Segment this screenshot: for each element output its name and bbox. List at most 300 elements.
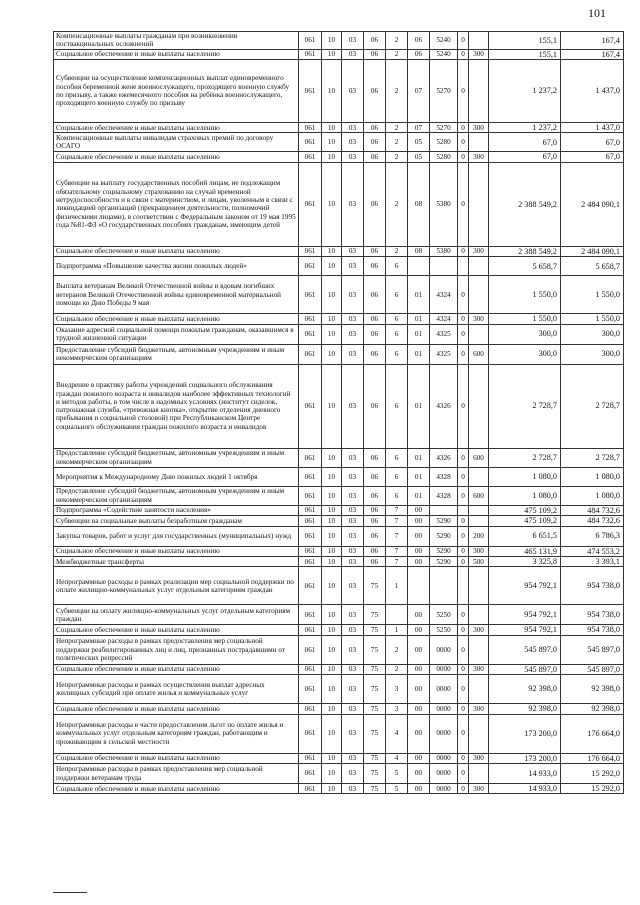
subprogram-code: 2: [386, 246, 408, 256]
expense-type-code: 600: [469, 448, 489, 467]
row-name: Социальное обеспечение и иные выплаты населению: [54, 753, 299, 763]
direction-code: 5250: [430, 605, 458, 625]
expense-type-code: [469, 364, 489, 448]
amount-year-1: 173 200,0: [489, 753, 561, 763]
amount-year-1: 2 728,7: [489, 448, 561, 467]
activity-code: 00: [408, 516, 430, 526]
admin-code: 061: [299, 344, 322, 364]
row-name: Выплата ветеранам Великой Отечественной войны и вдовам погибших ветеранов Великой Отечественной войны единовременной материальной помощи ко Дню Победы 9 мая: [54, 276, 299, 314]
expense-type-code: [469, 257, 489, 276]
activity-code: 00: [408, 505, 430, 515]
expense-type-code: [469, 276, 489, 314]
expense-type-code: 300: [469, 152, 489, 162]
activity-code: 00: [408, 714, 430, 753]
amount-year-1: 300,0: [489, 344, 561, 364]
program-code: 06: [364, 246, 386, 256]
program-code: 75: [364, 675, 386, 704]
subsection-code: 03: [342, 764, 364, 784]
expense-type-code: 600: [469, 344, 489, 364]
table-row: [54, 546, 624, 556]
admin-code: 061: [299, 675, 322, 704]
amount-year-1: 1 080,0: [489, 486, 561, 505]
row-name: Оказание адресной социальной помощи пожилым гражданам, оказавшимся в трудной жизненной ситуации: [54, 324, 299, 344]
direction-code: 4328: [430, 486, 458, 505]
check-digit: [458, 505, 469, 515]
amount-year-2: 67,0: [561, 152, 624, 162]
expense-type-code: [469, 467, 489, 486]
check-digit: 0: [458, 625, 469, 635]
subsection-code: 03: [342, 314, 364, 324]
table-row: [54, 516, 624, 526]
check-digit: 0: [458, 344, 469, 364]
admin-code: 061: [299, 467, 322, 486]
row-name: Предоставление субсидий бюджетным, автономным учреждениям и иным некоммерческим организациям: [54, 486, 299, 505]
section-code: 10: [322, 714, 342, 753]
expense-type-code: 300: [469, 625, 489, 635]
check-digit: 0: [458, 246, 469, 256]
row-name: Социальное обеспечение и иные выплаты населению: [54, 704, 299, 714]
section-code: 10: [322, 567, 342, 605]
activity-code: [408, 567, 430, 605]
subprogram-code: 6: [386, 448, 408, 467]
admin-code: 061: [299, 59, 322, 122]
activity-code: 00: [408, 784, 430, 794]
section-code: 10: [322, 625, 342, 635]
amount-year-2: 545 897,0: [561, 635, 624, 664]
amount-year-2: 15 292,0: [561, 764, 624, 784]
subsection-code: 03: [342, 704, 364, 714]
check-digit: 0: [458, 675, 469, 704]
amount-year-2: 92 398,0: [561, 704, 624, 714]
admin-code: 061: [299, 276, 322, 314]
amount-year-1: 14 933,0: [489, 764, 561, 784]
activity-code: 01: [408, 467, 430, 486]
table-row: [54, 467, 624, 486]
section-code: 10: [322, 133, 342, 152]
subprogram-code: 6: [386, 324, 408, 344]
direction-code: 5280: [430, 152, 458, 162]
activity-code: 01: [408, 448, 430, 467]
admin-code: 061: [299, 714, 322, 753]
admin-code: 061: [299, 764, 322, 784]
amount-year-1: 155,1: [489, 49, 561, 59]
table-row: [54, 714, 624, 753]
program-code: 75: [364, 704, 386, 714]
subsection-code: 03: [342, 526, 364, 546]
subprogram-code: 7: [386, 516, 408, 526]
direction-code: [430, 505, 458, 515]
amount-year-2: 954 738,0: [561, 567, 624, 605]
direction-code: [430, 257, 458, 276]
row-name: Социальное обеспечение и иные выплаты населению: [54, 546, 299, 556]
check-digit: 0: [458, 516, 469, 526]
expense-type-code: [469, 516, 489, 526]
program-code: 06: [364, 257, 386, 276]
direction-code: 4325: [430, 344, 458, 364]
admin-code: 061: [299, 635, 322, 664]
check-digit: 0: [458, 526, 469, 546]
subprogram-code: 2: [386, 32, 408, 50]
check-digit: 0: [458, 276, 469, 314]
activity-code: 05: [408, 133, 430, 152]
table-row: [54, 133, 624, 152]
table-row: [54, 246, 624, 256]
amount-year-1: 155,1: [489, 32, 561, 50]
direction-code: 4326: [430, 448, 458, 467]
check-digit: 0: [458, 605, 469, 625]
row-name: Компенсационные выплаты гражданам при возникновении поствакцинальных осложнений: [54, 32, 299, 50]
row-name: Социальное обеспечение и иные выплаты населению: [54, 784, 299, 794]
direction-code: 0000: [430, 635, 458, 664]
amount-year-1: 5 658,7: [489, 257, 561, 276]
admin-code: 061: [299, 324, 322, 344]
table-row: [54, 664, 624, 674]
subsection-code: 03: [342, 257, 364, 276]
check-digit: [458, 567, 469, 605]
direction-code: 4325: [430, 324, 458, 344]
direction-code: 5290: [430, 526, 458, 546]
subsection-code: 03: [342, 448, 364, 467]
activity-code: 00: [408, 526, 430, 546]
section-code: 10: [322, 784, 342, 794]
amount-year-1: 1 080,0: [489, 467, 561, 486]
row-name: Субвенции на социальные выплаты безработным гражданам: [54, 516, 299, 526]
subprogram-code: 6: [386, 257, 408, 276]
admin-code: 061: [299, 526, 322, 546]
subsection-code: 03: [342, 344, 364, 364]
expense-type-code: 300: [469, 49, 489, 59]
amount-year-1: 6 651,5: [489, 526, 561, 546]
activity-code: 01: [408, 324, 430, 344]
subprogram-code: [386, 605, 408, 625]
program-code: 75: [364, 605, 386, 625]
table-row: [54, 49, 624, 59]
amount-year-1: 1 550,0: [489, 314, 561, 324]
program-code: 06: [364, 546, 386, 556]
section-code: 10: [322, 704, 342, 714]
amount-year-1: 173 200,0: [489, 714, 561, 753]
subsection-code: 03: [342, 546, 364, 556]
subprogram-code: 2: [386, 122, 408, 132]
check-digit: 0: [458, 152, 469, 162]
check-digit: 0: [458, 784, 469, 794]
table-row: [54, 753, 624, 763]
row-name: Подпрограмма «Повышение качества жизни пожилых людей»: [54, 257, 299, 276]
activity-code: 07: [408, 59, 430, 122]
section-code: 10: [322, 49, 342, 59]
direction-code: 0000: [430, 764, 458, 784]
amount-year-2: 954 738,0: [561, 625, 624, 635]
section-code: 10: [322, 664, 342, 674]
row-name: Подпрограмма «Содействие занятости населения»: [54, 505, 299, 515]
amount-year-1: 545 897,0: [489, 664, 561, 674]
expense-type-code: [469, 714, 489, 753]
subprogram-code: 2: [386, 59, 408, 122]
direction-code: 5290: [430, 556, 458, 566]
activity-code: 00: [408, 556, 430, 566]
program-code: 06: [364, 32, 386, 50]
admin-code: 061: [299, 486, 322, 505]
amount-year-2: 474 553,2: [561, 546, 624, 556]
row-name: Предоставление субсидий бюджетным, автономным учреждениям и иным некоммерческим организациям: [54, 344, 299, 364]
direction-code: 5280: [430, 133, 458, 152]
amount-year-2: 1 437,0: [561, 122, 624, 132]
table-row: [54, 704, 624, 714]
table-row: [54, 257, 624, 276]
program-code: 06: [364, 324, 386, 344]
amount-year-2: 1 080,0: [561, 467, 624, 486]
admin-code: 061: [299, 314, 322, 324]
expense-type-code: [469, 635, 489, 664]
row-name: Непрограммные расходы в части предоставления льгот по оплате жилья и коммунальных услуг отдельным категориям граждан, работающим и проживающим в сельской местности: [54, 714, 299, 753]
table-row: [54, 605, 624, 625]
row-name: Субвенции на выплату государственных пособий лицам, не подлежащим обязательному социальному страхованию на случай временной нетрудоспособности и в связи с материнством, и лицам, уволенным в связи с ликвидацией организаций (прекращением деятельности, полномочий физическими лицами), в соответствии с Федеральным законом от 19 мая 1995 года №81-ФЗ «О государственных пособиях гражданам, имеющим детей: [54, 162, 299, 246]
table-row: [54, 152, 624, 162]
expense-type-code: [469, 32, 489, 50]
amount-year-2: 954 738,0: [561, 605, 624, 625]
expense-type-code: 300: [469, 664, 489, 674]
amount-year-1: 2 728,7: [489, 364, 561, 448]
amount-year-1: 1 237,2: [489, 122, 561, 132]
direction-code: 0000: [430, 664, 458, 674]
admin-code: 061: [299, 753, 322, 763]
amount-year-2: 167,4: [561, 49, 624, 59]
check-digit: 0: [458, 704, 469, 714]
direction-code: 0000: [430, 675, 458, 704]
subprogram-code: 7: [386, 546, 408, 556]
expense-type-code: 300: [469, 784, 489, 794]
amount-year-1: 92 398,0: [489, 704, 561, 714]
table-row: [54, 486, 624, 505]
amount-year-2: 484 732,6: [561, 516, 624, 526]
subsection-code: 03: [342, 784, 364, 794]
admin-code: 061: [299, 516, 322, 526]
footer-rule: [53, 892, 87, 893]
activity-code: 07: [408, 122, 430, 132]
activity-code: 01: [408, 276, 430, 314]
admin-code: 061: [299, 605, 322, 625]
program-code: 75: [364, 753, 386, 763]
subsection-code: 03: [342, 675, 364, 704]
program-code: 75: [364, 635, 386, 664]
check-digit: 0: [458, 448, 469, 467]
subsection-code: 03: [342, 59, 364, 122]
subprogram-code: 7: [386, 505, 408, 515]
amount-year-1: 954 792,1: [489, 567, 561, 605]
budget-table: [53, 31, 624, 794]
subsection-code: 03: [342, 605, 364, 625]
program-code: 06: [364, 49, 386, 59]
program-code: 06: [364, 516, 386, 526]
check-digit: 0: [458, 59, 469, 122]
subprogram-code: 3: [386, 704, 408, 714]
amount-year-1: 475 109,2: [489, 505, 561, 515]
section-code: 10: [322, 276, 342, 314]
check-digit: 0: [458, 364, 469, 448]
expense-type-code: 300: [469, 246, 489, 256]
admin-code: 061: [299, 448, 322, 467]
amount-year-2: 176 664,0: [561, 753, 624, 763]
activity-code: 01: [408, 344, 430, 364]
expense-type-code: 500: [469, 556, 489, 566]
activity-code: 01: [408, 364, 430, 448]
table-row: [54, 32, 624, 50]
subprogram-code: 2: [386, 152, 408, 162]
amount-year-1: 475 109,2: [489, 516, 561, 526]
row-name: Мероприятия к Международному Дню пожилых людей 1 октября: [54, 467, 299, 486]
amount-year-2: 176 664,0: [561, 714, 624, 753]
table-row: [54, 276, 624, 314]
section-code: 10: [322, 467, 342, 486]
admin-code: 061: [299, 122, 322, 132]
program-code: 75: [364, 714, 386, 753]
section-code: 10: [322, 486, 342, 505]
subprogram-code: 6: [386, 344, 408, 364]
admin-code: 061: [299, 625, 322, 635]
direction-code: 5240: [430, 49, 458, 59]
direction-code: 5290: [430, 546, 458, 556]
row-name: Межбюджетные трансферты: [54, 556, 299, 566]
program-code: 06: [364, 152, 386, 162]
direction-code: [430, 567, 458, 605]
amount-year-2: 5 658,7: [561, 257, 624, 276]
amount-year-1: 545 897,0: [489, 635, 561, 664]
program-code: 06: [364, 276, 386, 314]
direction-code: 5250: [430, 625, 458, 635]
section-code: 10: [322, 344, 342, 364]
activity-code: 00: [408, 605, 430, 625]
subsection-code: 03: [342, 714, 364, 753]
activity-code: 00: [408, 546, 430, 556]
subsection-code: 03: [342, 133, 364, 152]
direction-code: 5270: [430, 122, 458, 132]
activity-code: [408, 257, 430, 276]
program-code: 06: [364, 467, 386, 486]
admin-code: 061: [299, 257, 322, 276]
row-name: Социальное обеспечение и иные выплаты населению: [54, 49, 299, 59]
activity-code: 06: [408, 32, 430, 50]
subprogram-code: 6: [386, 467, 408, 486]
amount-year-2: 3 393,1: [561, 556, 624, 566]
subprogram-code: 5: [386, 764, 408, 784]
subprogram-code: 3: [386, 675, 408, 704]
program-code: 06: [364, 364, 386, 448]
program-code: 06: [364, 133, 386, 152]
program-code: 06: [364, 344, 386, 364]
program-code: 06: [364, 122, 386, 132]
check-digit: 0: [458, 714, 469, 753]
admin-code: 061: [299, 505, 322, 515]
subprogram-code: 4: [386, 714, 408, 753]
amount-year-2: 67,0: [561, 133, 624, 152]
activity-code: 06: [408, 49, 430, 59]
subprogram-code: 2: [386, 664, 408, 674]
section-code: 10: [322, 764, 342, 784]
admin-code: 061: [299, 32, 322, 50]
direction-code: 0000: [430, 704, 458, 714]
admin-code: 061: [299, 567, 322, 605]
section-code: 10: [322, 505, 342, 515]
row-name: Социальное обеспечение и иные выплаты населению: [54, 246, 299, 256]
table-row: [54, 635, 624, 664]
table-row: [54, 448, 624, 467]
direction-code: 4324: [430, 314, 458, 324]
subsection-code: 03: [342, 467, 364, 486]
amount-year-1: 67,0: [489, 152, 561, 162]
activity-code: 01: [408, 314, 430, 324]
table-row: [54, 675, 624, 704]
amount-year-1: 14 933,0: [489, 784, 561, 794]
subprogram-code: 6: [386, 314, 408, 324]
expense-type-code: 300: [469, 753, 489, 763]
admin-code: 061: [299, 133, 322, 152]
check-digit: 0: [458, 122, 469, 132]
row-name: Социальное обеспечение и иные выплаты населению: [54, 625, 299, 635]
direction-code: 5380: [430, 162, 458, 246]
amount-year-1: 465 131,9: [489, 546, 561, 556]
direction-code: 0000: [430, 753, 458, 763]
admin-code: 061: [299, 246, 322, 256]
row-name: Социальное обеспечение и иные выплаты населению: [54, 122, 299, 132]
section-code: 10: [322, 59, 342, 122]
check-digit: 0: [458, 753, 469, 763]
subsection-code: 03: [342, 32, 364, 50]
subsection-code: 03: [342, 556, 364, 566]
subsection-code: 03: [342, 122, 364, 132]
expense-type-code: 300: [469, 314, 489, 324]
section-code: 10: [322, 516, 342, 526]
amount-year-2: 2 484 090,1: [561, 246, 624, 256]
direction-code: 0000: [430, 714, 458, 753]
expense-type-code: [469, 162, 489, 246]
program-code: 06: [364, 556, 386, 566]
section-code: 10: [322, 122, 342, 132]
check-digit: 0: [458, 32, 469, 50]
direction-code: 5290: [430, 516, 458, 526]
expense-type-code: 300: [469, 122, 489, 132]
amount-year-2: 6 786,3: [561, 526, 624, 546]
check-digit: 0: [458, 664, 469, 674]
section-code: 10: [322, 314, 342, 324]
subsection-code: 03: [342, 486, 364, 505]
subprogram-code: 2: [386, 162, 408, 246]
table-row: [54, 122, 624, 132]
expense-type-code: [469, 605, 489, 625]
subsection-code: 03: [342, 49, 364, 59]
amount-year-2: 545 897,0: [561, 664, 624, 674]
subsection-code: 03: [342, 276, 364, 314]
row-name: Социальное обеспечение и иные выплаты населению: [54, 314, 299, 324]
activity-code: 08: [408, 246, 430, 256]
table-row: [54, 764, 624, 784]
expense-type-code: [469, 675, 489, 704]
amount-year-2: 300,0: [561, 344, 624, 364]
program-code: 06: [364, 505, 386, 515]
section-code: 10: [322, 753, 342, 763]
table-row: [54, 784, 624, 794]
subsection-code: 03: [342, 246, 364, 256]
check-digit: 0: [458, 49, 469, 59]
program-code: 75: [364, 764, 386, 784]
check-digit: 0: [458, 314, 469, 324]
row-name: Предоставление субсидий бюджетным, автономным учреждениям и иным некоммерческим организациям: [54, 448, 299, 467]
expense-type-code: [469, 133, 489, 152]
expense-type-code: [469, 567, 489, 605]
amount-year-1: 3 325,8: [489, 556, 561, 566]
activity-code: 00: [408, 664, 430, 674]
section-code: 10: [322, 546, 342, 556]
subprogram-code: 5: [386, 784, 408, 794]
